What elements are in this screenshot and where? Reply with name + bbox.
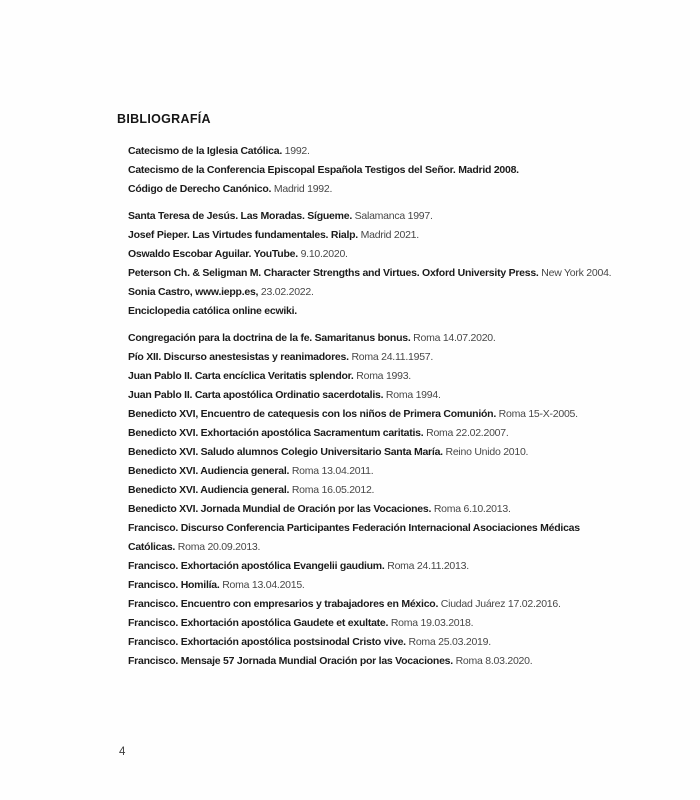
- entry-title-text: Benedicto XVI. Audiencia general.: [128, 484, 290, 496]
- entry-title-text: Sonia Castro, www.iepp.es,: [128, 286, 259, 298]
- bibliography-entry: [128, 348, 640, 367]
- bibliography-entry: [128, 329, 640, 348]
- entry-title-text: Benedicto XVI. Exhortación apostólica Sacramentum caritatis.: [128, 427, 424, 439]
- entry-title-text: Francisco. Exhortación apostólica Gaudete et exultate.: [128, 617, 389, 629]
- page-number: 4: [119, 746, 126, 758]
- bibliography-entry: [128, 180, 640, 199]
- entry-title-text: Benedicto XVI. Jornada Mundial de Oración por las Vocaciones.: [128, 503, 432, 515]
- entry-title-text: Francisco. Exhortación apostólica Evangelii gaudium.: [128, 560, 385, 572]
- entry-place-date-text: 1992.: [284, 145, 310, 157]
- entry-place-date-text: Ciudad Juárez 17.02.2016.: [440, 598, 561, 610]
- entry-title-text: Santa Teresa de Jesús. Las Moradas. Sígueme.: [128, 210, 352, 222]
- bibliography-entry: [128, 652, 640, 671]
- bibliography-entry: [128, 481, 640, 500]
- entry-title-text: Congregación para la doctrina de la fe. Samaritanus bonus.: [128, 332, 411, 344]
- bibliography-group: [128, 329, 640, 671]
- bibliography-group: [128, 207, 640, 321]
- entry-title-text: Josef Pieper. Las Virtudes fundamentales. Rialp.: [128, 229, 358, 241]
- entry-place-date-text: Madrid 1992.: [273, 183, 333, 195]
- bibliography-entry: [128, 462, 640, 481]
- bibliography-entry: [128, 538, 640, 557]
- bibliography-entry: [128, 245, 640, 264]
- entry-place-date-text: Roma 8.03.2020.: [455, 655, 533, 667]
- entry-place-date-text: 9.10.2020.: [300, 248, 348, 260]
- entry-title-text: Francisco. Discurso Conferencia Participantes Federación Internacional Asociaciones Médicas: [128, 522, 580, 534]
- bibliography-entry: [128, 500, 640, 519]
- entry-place-date-text: Roma 14.07.2020.: [413, 332, 496, 344]
- entry-place-date-text: Roma 13.04.2015.: [222, 579, 305, 591]
- entry-place-date-text: Roma 1994.: [385, 389, 441, 401]
- entry-title-text: Pío XII. Discurso anestesistas y reanimadores.: [128, 351, 349, 363]
- entry-title-text: Peterson Ch. & Seligman M. Character Strengths and Virtues. Oxford University Press.: [128, 267, 539, 279]
- entry-title-text: Enciclopedia católica online ecwiki.: [128, 305, 297, 317]
- entry-place-date-text: Roma 1993.: [356, 370, 411, 382]
- entry-title-text: Juan Pablo II. Carta apostólica Ordinatio sacerdotalis.: [128, 389, 384, 401]
- bibliography-group: [128, 142, 640, 199]
- entry-title-text: Catecismo de la Iglesia Católica.: [128, 145, 282, 157]
- bibliography-entry: [128, 226, 640, 245]
- entry-title-text: Oswaldo Escobar Aguilar. YouTube.: [128, 248, 298, 260]
- bibliography-entry: [128, 207, 640, 226]
- bibliography-entry: [128, 367, 640, 386]
- bibliography-entry: [128, 519, 640, 538]
- bibliography-entry: [128, 595, 640, 614]
- entry-title-text: Francisco. Encuentro con empresarios y trabajadores en México.: [128, 598, 439, 610]
- entry-title-text: Francisco. Exhortación apostólica postsinodal Cristo vive.: [128, 636, 406, 648]
- entry-place-date-text: Reino Unido 2010.: [445, 446, 529, 458]
- bibliography-entry: [128, 633, 640, 652]
- page-content: [117, 112, 640, 671]
- entry-title-text: Benedicto XVI, Encuentro de catequesis con los niños de Primera Comunión.: [128, 408, 496, 420]
- entry-title-text: Código de Derecho Canónico.: [128, 183, 272, 195]
- entry-place-date-text: Roma 19.03.2018.: [390, 617, 474, 629]
- entry-place-date-text: New York 2004.: [541, 267, 612, 279]
- bibliography-entry: [128, 557, 640, 576]
- entry-place-date-text: Roma 15-X-2005.: [498, 408, 578, 420]
- entry-place-date-text: Roma 13.04.2011.: [291, 465, 374, 477]
- bibliography-entry: [128, 614, 640, 633]
- bibliography-entry: [128, 386, 640, 405]
- bibliography-entry: [128, 283, 640, 302]
- entry-place-date-text: Roma 20.09.2013.: [177, 541, 261, 553]
- bibliography-entry: [128, 424, 640, 443]
- entry-place-date-text: Salamanca 1997.: [354, 210, 433, 222]
- entry-title-text: Catecismo de la Conferencia Episcopal Española Testigos del Señor. Madrid 2008.: [128, 164, 519, 176]
- bibliography-entry: [128, 161, 640, 180]
- bibliography-entry: [128, 302, 640, 321]
- bibliography-entry: [128, 142, 640, 161]
- entry-title-text: Francisco. Mensaje 57 Jornada Mundial Oración por las Vocaciones.: [128, 655, 453, 667]
- entry-place-date-text: Roma 22.02.2007.: [426, 427, 509, 439]
- entry-place-date-text: Roma 6.10.2013.: [433, 503, 511, 515]
- page-heading: BIBLIOGRAFÍA: [117, 112, 211, 126]
- entry-title-text: Benedicto XVI. Audiencia general.: [128, 465, 290, 477]
- entry-title-text: Juan Pablo II. Carta encíclica Veritatis splendor.: [128, 370, 354, 382]
- entry-place-date-text: Roma 25.03.2019.: [408, 636, 491, 648]
- entry-place-date-text: 23.02.2022.: [260, 286, 314, 298]
- entry-place-date-text: Roma 24.11.2013.: [387, 560, 469, 572]
- entry-title-text: Católicas.: [128, 541, 176, 553]
- entry-place-date-text: Madrid 2021.: [360, 229, 419, 241]
- bibliography-entry: [128, 576, 640, 595]
- entry-place-date-text: Roma 24.11.1957.: [351, 351, 434, 363]
- entry-title-text: Francisco. Homilía.: [128, 579, 220, 591]
- entry-place-date-text: Roma 16.05.2012.: [291, 484, 375, 496]
- bibliography-list: [128, 142, 640, 671]
- bibliography-entry: [128, 264, 640, 283]
- entry-title-text: Benedicto XVI. Saludo alumnos Colegio Universitario Santa María.: [128, 446, 443, 458]
- bibliography-entry: [128, 443, 640, 462]
- bibliography-entry: [128, 405, 640, 424]
